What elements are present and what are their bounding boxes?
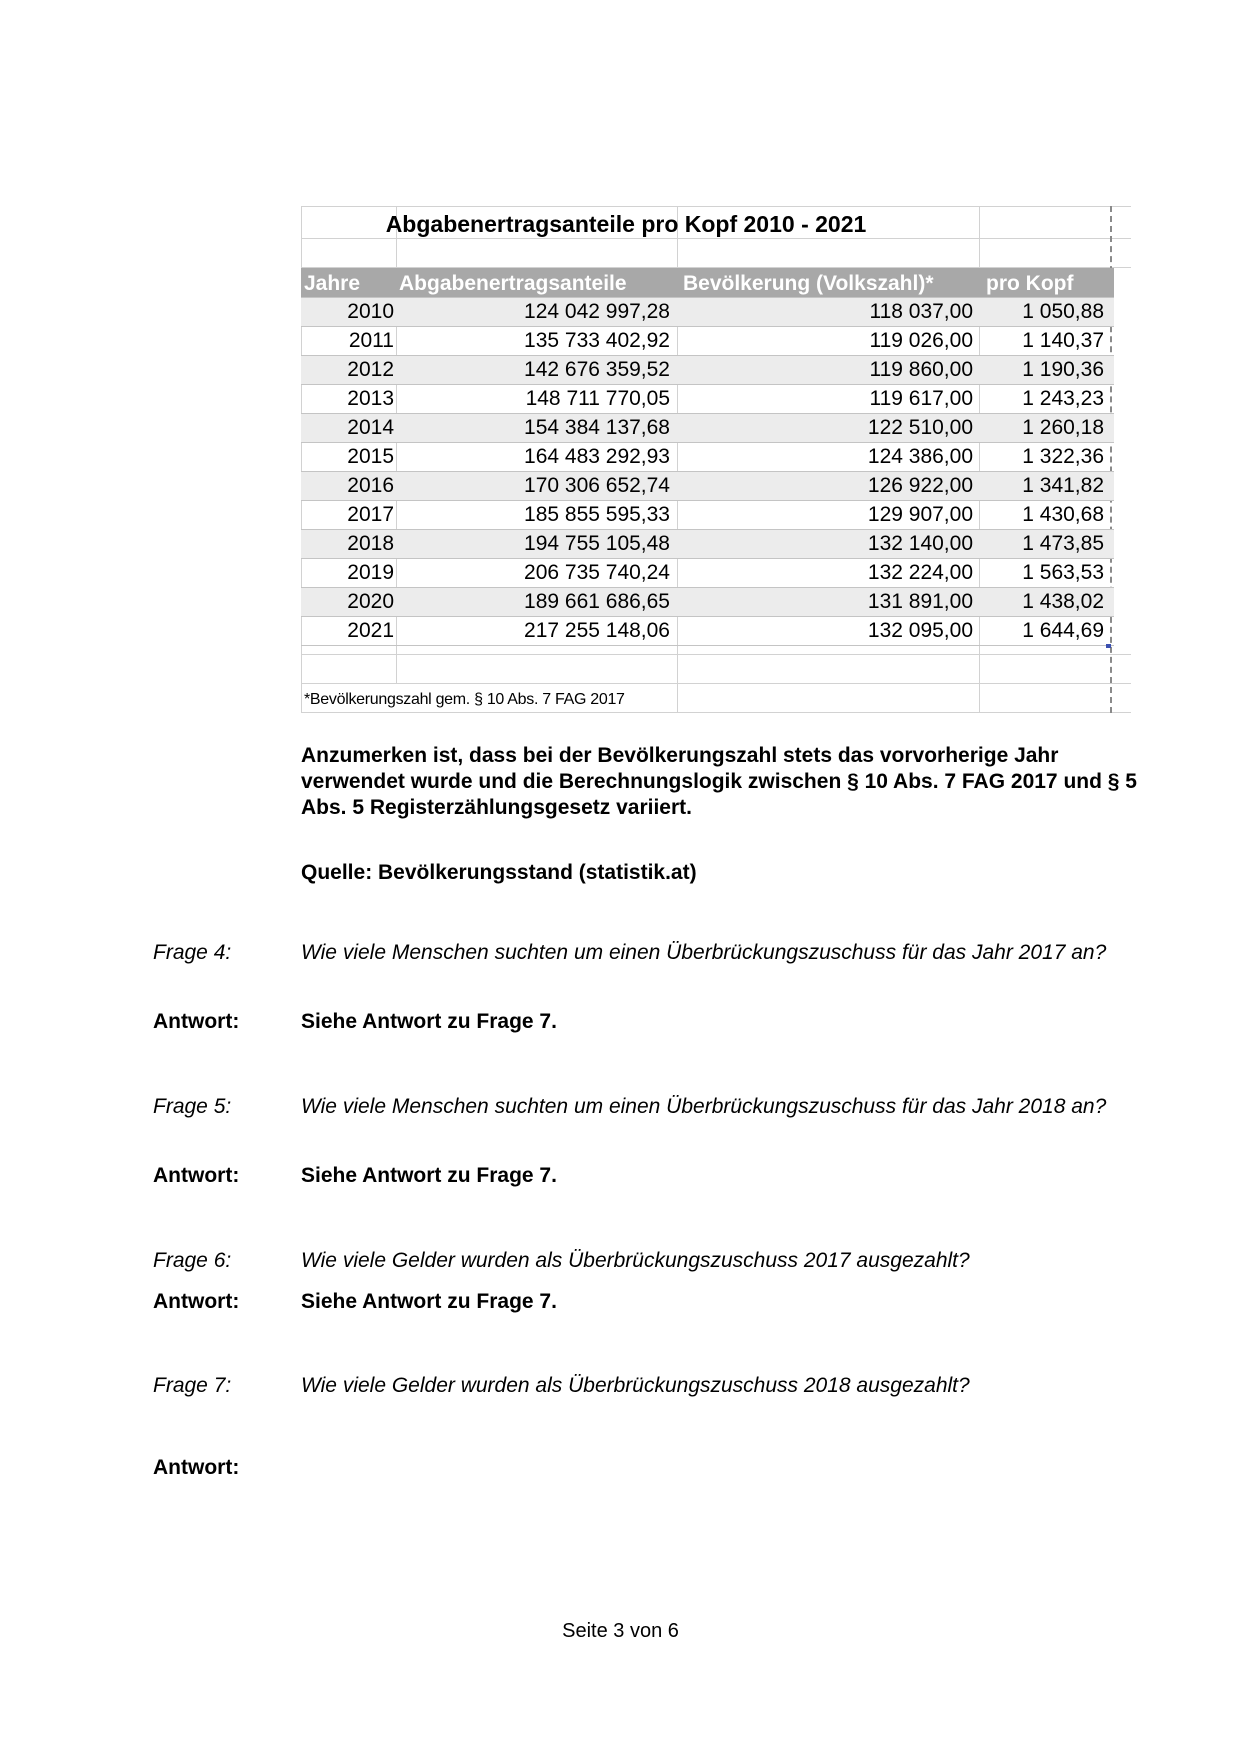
cell-per-capita: 1 430,68 (1022, 503, 1104, 526)
grid-line (301, 587, 1114, 588)
grid-line (301, 500, 1114, 501)
cell-year: 2014 (347, 416, 394, 439)
cell-year: 2019 (347, 561, 394, 584)
cell-amount: 124 042 997,28 (524, 300, 670, 323)
cell-population: 119 026,00 (869, 329, 973, 352)
cell-population: 118 037,00 (869, 300, 973, 323)
question-label: Frage 5: (153, 1095, 232, 1118)
cell-population: 119 617,00 (869, 387, 973, 410)
table-row (301, 587, 1114, 616)
grid-line (301, 616, 1114, 617)
cell-per-capita: 1 140,37 (1022, 329, 1104, 352)
table-footnote: *Bevölkerungszahl gem. § 10 Abs. 7 FAG 2017 (304, 691, 625, 708)
table-row (301, 471, 1114, 500)
cell-per-capita: 1 322,36 (1022, 445, 1104, 468)
cell-selection-handle (1106, 644, 1111, 648)
population-table (301, 206, 1132, 713)
cell-per-capita: 1 438,02 (1022, 590, 1104, 613)
cell-year: 2021 (347, 619, 394, 642)
cell-year: 2011 (348, 329, 394, 352)
grid-line (301, 413, 1114, 414)
grid-line (301, 297, 1114, 298)
cell-amount: 142 676 359,52 (524, 358, 670, 381)
cell-amount: 206 735 740,24 (524, 561, 670, 584)
cell-year: 2018 (347, 532, 394, 555)
answer-label: Antwort: (153, 1456, 240, 1479)
cell-per-capita: 1 050,88 (1022, 300, 1104, 323)
table-row (301, 413, 1114, 442)
grid-line (301, 558, 1114, 559)
cell-population: 119 860,00 (869, 358, 973, 381)
cell-population: 126 922,00 (867, 474, 973, 497)
cell-amount: 189 661 686,65 (524, 590, 670, 613)
question-text: Wie viele Gelder wurden als Überbrückungszuschuss 2017 ausgezahlt? (301, 1249, 970, 1272)
table-row (301, 616, 1114, 645)
table-row (301, 355, 1114, 384)
answer-label: Antwort: (153, 1010, 240, 1033)
cell-per-capita: 1 260,18 (1022, 416, 1104, 439)
table-row (301, 442, 1114, 471)
cell-population: 122 510,00 (867, 416, 973, 439)
table-row (301, 529, 1114, 558)
grid-line (301, 355, 1114, 356)
grid-line (301, 683, 1131, 684)
page-number: Seite 3 von 6 (562, 1620, 679, 1642)
grid-line (301, 326, 1114, 327)
cell-amount: 185 855 595,33 (524, 503, 670, 526)
cell-amount: 148 711 770,05 (525, 387, 670, 410)
cell-population: 124 386,00 (867, 445, 973, 468)
remark-paragraph: Anzumerken ist, dass bei der Bevölkerungszahl stets das vorvorherige Jahr verwendet wurde und die Berechnungslogik zwischen § 10 Abs. 7 FAG 2017 und § 5 Abs. 5 Registerzählungsgesetz variiert. (301, 744, 1137, 819)
header-year: Jahre (304, 272, 361, 295)
cell-year: 2015 (347, 445, 394, 468)
question-label: Frage 4: (153, 941, 232, 964)
cell-per-capita: 1 190,36 (1022, 358, 1104, 381)
question-text: Wie viele Menschen suchten um einen Überbrückungszuschuss für das Jahr 2017 an? (301, 941, 1107, 964)
cell-amount: 194 755 105,48 (524, 532, 670, 555)
cell-population: 132 140,00 (867, 532, 973, 555)
question-text: Wie viele Menschen suchten um einen Überbrückungszuschuss für das Jahr 2018 an? (301, 1095, 1107, 1118)
grid-line (301, 529, 1114, 530)
cell-population: 129 907,00 (867, 503, 973, 526)
answer-text: Siehe Antwort zu Frage 7. (301, 1164, 557, 1187)
table-row (301, 297, 1114, 326)
cell-population: 131 891,00 (867, 590, 973, 613)
answer-label: Antwort: (153, 1290, 240, 1313)
cell-per-capita: 1 341,82 (1022, 474, 1104, 497)
question-label: Frage 7: (153, 1374, 232, 1397)
cell-per-capita: 1 644,69 (1022, 619, 1104, 642)
table-row (301, 558, 1114, 587)
cell-amount: 154 384 137,68 (524, 416, 670, 439)
answer-label: Antwort: (153, 1164, 240, 1187)
cell-year: 2020 (347, 590, 394, 613)
cell-per-capita: 1 563,53 (1022, 561, 1104, 584)
question-label: Frage 6: (153, 1249, 232, 1272)
cell-population: 132 095,00 (867, 619, 973, 642)
question-text: Wie viele Gelder wurden als Überbrückungszuschuss 2018 ausgezahlt? (301, 1374, 970, 1397)
cell-year: 2016 (347, 474, 394, 497)
grid-line (301, 238, 1131, 239)
answer-text: Siehe Antwort zu Frage 7. (301, 1290, 557, 1313)
grid-line (301, 645, 1114, 646)
answer-text: Siehe Antwort zu Frage 7. (301, 1010, 557, 1033)
cell-population: 132 224,00 (867, 561, 973, 584)
table-row (301, 500, 1114, 529)
cell-year: 2010 (347, 300, 394, 323)
grid-line (301, 471, 1114, 472)
grid-line (301, 384, 1114, 385)
header-amount: Abgabenertragsanteile (399, 272, 627, 295)
source-line: Quelle: Bevölkerungsstand (statistik.at) (301, 861, 697, 884)
cell-year: 2012 (347, 358, 394, 381)
grid-line (301, 442, 1114, 443)
header-population: Bevölkerung (Volkszahl)* (683, 272, 934, 295)
cell-year: 2017 (347, 503, 394, 526)
table-row (301, 384, 1114, 413)
cell-per-capita: 1 473,85 (1022, 532, 1104, 555)
header-per-capita: pro Kopf (986, 272, 1074, 295)
grid-line (301, 654, 1131, 655)
table-row (301, 326, 1114, 355)
cell-amount: 217 255 148,06 (524, 619, 670, 642)
cell-year: 2013 (347, 387, 394, 410)
cell-amount: 135 733 402,92 (524, 329, 670, 352)
cell-per-capita: 1 243,23 (1022, 387, 1104, 410)
cell-amount: 164 483 292,93 (524, 445, 670, 468)
table-title: Abgabenertragsanteile pro Kopf 2010 - 2021 (385, 211, 867, 237)
cell-amount: 170 306 652,74 (524, 474, 670, 497)
